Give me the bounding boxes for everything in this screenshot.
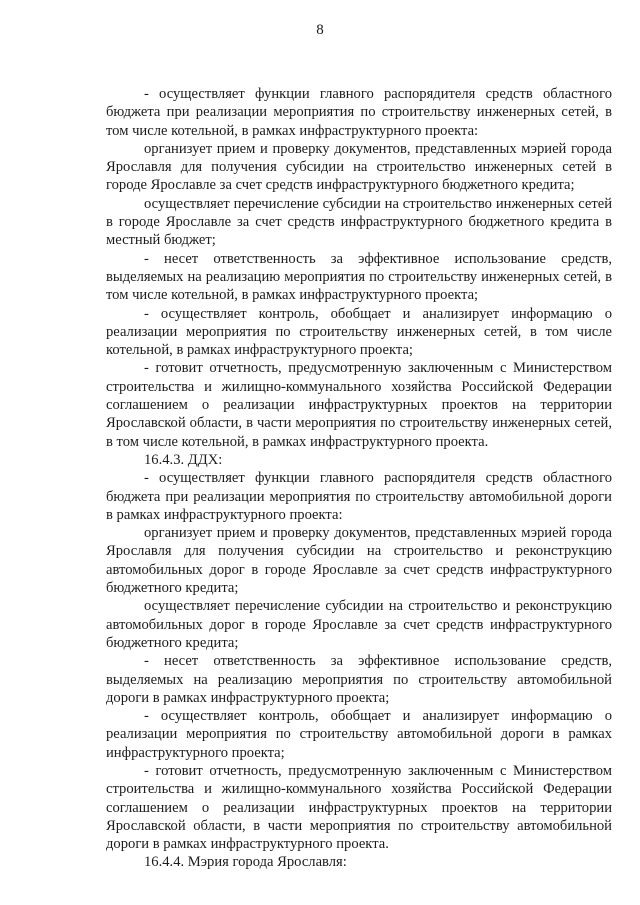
paragraph: осуществляет перечисление субсидии на строительство инженерных сетей в городе Ярославле за счет средств инфраструктурного бюджетного кредита в местный бюджет; [106, 195, 612, 249]
section-heading: 16.4.4. Мэрия города Ярославля: [144, 854, 347, 871]
paragraph: осуществляет перечисление субсидии на строительство и реконструкцию автомобильных дорог в городе Ярославле за счет средств инфраструктурного бюджетного кредита; [106, 598, 612, 651]
paragraph: - несет ответственность за эффективное использование средств, выделяемых на реализацию мероприятия по строительству инженерных сетей, в том числе котельной, в рамках инфраструктурного проекта; [106, 250, 612, 304]
paragraph: - осуществляет контроль, обобщает и анализирует информацию о реализации мероприятия по строительству инженерных сетей, в том числе котельной, в рамках инфраструктурного проекта; [106, 305, 612, 359]
paragraph: организует прием и проверку документов, представленных мэрией города Ярославля для получения субсидии на строительство и реконструкцию автомобильных дорог в городе Ярославле за счет средств инфраструктурного бюджетного кредита; [106, 525, 612, 597]
paragraph: - готовит отчетность, предусмотренную заключенным с Министерством строительства и жилищно-коммунального хозяйства Российской Федерации соглашением о реализации инфраструктурных проектов на территории Ярославской области, в части мероприятия по строительству инженерных сетей, в том числе котельной, в рамках инфраструктурного проекта. [106, 360, 612, 450]
paragraph: - осуществляет контроль, обобщает и анализирует информацию о реализации мероприятия по строительству автомобильной дороги в рамках инфраструктурного проекта; [106, 708, 612, 761]
paragraph: - готовит отчетность, предусмотренную заключенным с Министерством строительства и жилищно-коммунального хозяйства Российской Федерации соглашением о реализации инфраструктурных проектов на территории Ярославской области, в части мероприятия по строительству автомобильной дороги в рамках инфраструктурного проекта. [106, 762, 612, 853]
paragraph: организует прием и проверку документов, представленных мэрией города Ярославля для получения субсидии на строительство инженерных сетей в городе Ярославле за счет средств инфраструктурного бюджетного кредита; [106, 140, 612, 194]
paragraph: - несет ответственность за эффективное использование средств, выделяемых на реализацию мероприятия по строительству автомобильной дороги в рамках инфраструктурного проекта; [106, 653, 612, 706]
document-body [106, 85, 612, 872]
paragraph: - осуществляет функции главного распорядителя средств областного бюджета при реализации мероприятия по строительству автомобильной дороги в рамках инфраструктурного проекта: [106, 470, 612, 523]
page-number: 8 [316, 22, 324, 38]
paragraph: - осуществляет функции главного распорядителя средств областного бюджета при реализации мероприятия по строительству инженерных сетей, в том числе котельной, в рамках инфраструктурного проекта: [106, 86, 612, 139]
section-heading: 16.4.3. ДДХ: [144, 451, 223, 468]
